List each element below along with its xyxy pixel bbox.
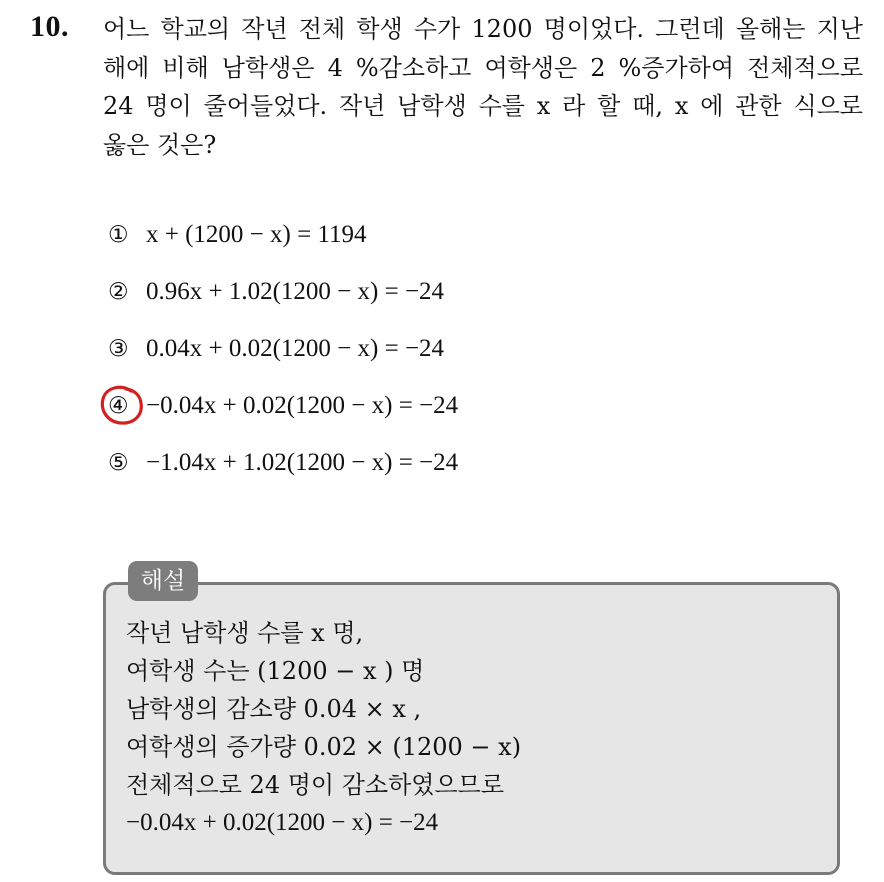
choice-number: ④ xyxy=(108,393,129,419)
choice-5[interactable] xyxy=(108,444,458,480)
solution-line: 여학생의 증가량 0.02 × (1200 − x) xyxy=(126,733,522,761)
choice-4[interactable] xyxy=(108,387,458,423)
solution-line: 남학생의 감소량 0.04 × x , xyxy=(126,695,422,723)
question-line: 옳은 것은? xyxy=(103,130,217,159)
question-line: 24 명이 줄어들었다. 작년 남학생 수를 x 라 할 때, x 에 관한 식으로 xyxy=(103,92,863,120)
question-number: 10. xyxy=(30,10,69,43)
choice-expression: x + (1200 − x) = 1194 xyxy=(146,221,367,248)
choice-number: ⑤ xyxy=(108,450,129,476)
choice-3[interactable] xyxy=(108,330,444,366)
solution-line: 전체적으로 24 명이 감소하였으므로 xyxy=(126,771,505,799)
choice-expression: 0.96x + 1.02(1200 − x) = −24 xyxy=(146,278,445,305)
choice-expression: −1.04x + 1.02(1200 − x) = −24 xyxy=(146,449,459,476)
choice-expression: 0.04x + 0.02(1200 − x) = −24 xyxy=(146,335,445,362)
choice-number: ① xyxy=(108,222,129,248)
solution-equation: −0.04x + 0.02(1200 − x) = −24 xyxy=(126,809,439,836)
question-line: 어느 학교의 작년 전체 학생 수가 1200 명이었다. 그런데 올해는 지난 xyxy=(103,15,863,43)
solution-title-tab: 해설 xyxy=(128,561,198,601)
question-text xyxy=(103,10,863,164)
question-line: 해에 비해 남학생은 4 %감소하고 여학생은 2 %증가하여 전체적으로 xyxy=(103,53,863,82)
choice-number: ② xyxy=(108,279,129,305)
choice-expression: −0.04x + 0.02(1200 − x) = −24 xyxy=(146,392,459,419)
solution-line: 작년 남학생 수를 x 명, xyxy=(126,619,364,647)
choice-number: ③ xyxy=(108,336,129,362)
solution-lines xyxy=(126,614,521,842)
choice-2[interactable] xyxy=(108,273,444,309)
choice-1[interactable] xyxy=(108,216,367,252)
solution-line: 여학생 수는 (1200 − x ) 명 xyxy=(126,657,425,685)
